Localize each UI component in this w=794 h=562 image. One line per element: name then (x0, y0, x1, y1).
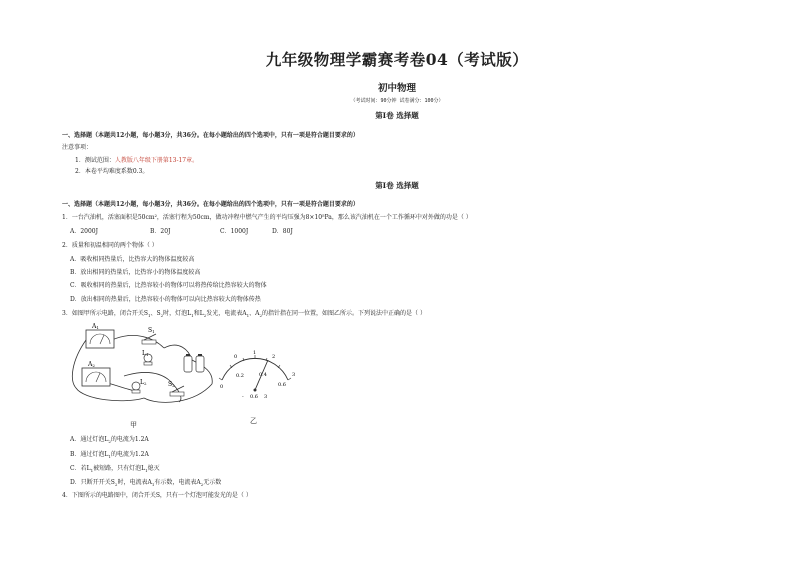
q3-stem-sub: 2 (259, 313, 263, 319)
q2-option-d: D．放出相同的热量后，比热容较小的物体可以向比热容较大的物体传热 (70, 296, 261, 303)
q3-stem (62, 308, 426, 318)
opt-sub: 1 (108, 454, 111, 460)
scale-bottom-3: 0.6 (278, 382, 286, 388)
q3-stem-sub: 1 (246, 313, 250, 319)
q3-stem-part: 的指针指在同一位置，如图乙所示。下列说法中正确的是（ ） (262, 310, 426, 317)
note-2: 2．本卷平均难度系数0.3。 (75, 168, 149, 175)
opt-text: 熄灭 (147, 465, 160, 472)
label-l1: L1 (142, 350, 149, 357)
subject-subtitle: 初中物理 (377, 83, 416, 94)
q3-stem-sub: 2 (203, 313, 207, 319)
scale-top-3: 3 (292, 372, 296, 378)
q2-option-a: A．吸收相同热量后，比热容大的物体温度较高 (70, 256, 195, 263)
q1-option-a: A．2000J (70, 228, 99, 235)
opt-text: 的电流为1.2A (110, 451, 149, 458)
opt-text: D．只断开开关S (70, 479, 115, 486)
ammeter-a1 (86, 330, 114, 348)
q3-stem-part: 、S (150, 310, 161, 317)
part1-header-repeat: 第Ⅰ卷 选择题 (375, 181, 419, 190)
opt-sub: 1 (90, 468, 94, 474)
lamp-l2 (132, 382, 140, 393)
label-s1: S1 (148, 327, 155, 334)
opt-sub: 2 (200, 482, 204, 488)
opt-sub: 1 (145, 468, 148, 474)
opt-text: 被短路，只有灯泡L (93, 465, 146, 472)
opt-text: B．通过灯泡L (70, 451, 109, 458)
note-1-range: 人教版八年级下册第13-17章。 (114, 157, 199, 164)
q2-option-b: B．放出相同的热量后，比热容小的物体温度较高 (70, 269, 201, 276)
terminal-3: 3 (264, 394, 268, 400)
section1-heading-repeat: 一、选择题（本题共12小题，每小题3分，共36分。在每小题给出的四个选项中，只有一项是符合题目要求的） (62, 201, 359, 208)
opt-text: 有示数，电流表A (154, 479, 201, 486)
q3-option-a (70, 434, 149, 444)
opt-text: 时，电流表A (117, 479, 152, 486)
section1-heading: 一、选择题（本题共12小题，每小题3分，共36分。在每小题给出的四个选项中，只有一项是符合题目要求的） (62, 132, 359, 139)
q1-option-b: B．20J (150, 228, 171, 235)
page-title: 九年级物理学霸赛考卷04（考试版） (265, 50, 529, 69)
q3-stem-part: 时，灯泡L (163, 310, 192, 317)
terminal-06: 0.6 (250, 394, 258, 400)
scale-top-1: 1 (253, 350, 257, 356)
note-1-prefix: 1．测试范围： (75, 157, 115, 164)
q4-stem: 4．下图所示的电路图中，闭合开关S，只有一个灯泡可能发光的是（ ） (62, 492, 252, 499)
figure-label-jia: 甲 (130, 421, 137, 429)
q1-stem: 1．一台汽油机，活塞面积是50cm²，活塞行程为50cm，做功冲程中燃气产生的平均压强为8×10⁵Pa，那么该汽油机在一个工作循环中对外做的功是（ ） (62, 214, 472, 221)
q3-option-c (70, 463, 160, 473)
label-a2: A2 (88, 361, 95, 368)
q3-stem-part: 、A (249, 310, 260, 317)
note-1 (75, 155, 198, 164)
circuit-diagram (64, 320, 224, 412)
opt-text: 的电流为1.2A (110, 436, 149, 443)
q3-option-b (70, 449, 149, 459)
q3-stem-sub: 1 (191, 313, 194, 319)
scale-top-0: 0 (234, 354, 238, 360)
ammeter-a2 (82, 368, 110, 386)
figure-label-yi: 乙 (250, 417, 257, 425)
scale-bottom-1: 0.2 (236, 373, 244, 379)
label-a1: A1 (92, 323, 99, 330)
q1-option-c: C．1000J (220, 228, 249, 235)
part1-header: 第Ⅰ卷 选择题 (375, 111, 419, 120)
q3-stem-sub: 2 (160, 313, 164, 319)
ammeter-dial (210, 350, 300, 400)
switch-s1 (142, 334, 156, 344)
exam-meta: （考试时间：90分钟 试卷满分：100分） (350, 98, 444, 104)
opt-sub: 2 (108, 439, 111, 445)
opt-text: A．通过灯泡L (70, 436, 109, 443)
q1-option-d: D．80J (272, 228, 293, 235)
scale-bottom-0: 0 (220, 384, 224, 390)
q3-stem-part: 和L (193, 310, 204, 317)
terminal-neg: - (242, 394, 244, 400)
opt-sub: 2 (114, 482, 118, 488)
opt-text: 无示数 (203, 479, 222, 486)
label-s2: S2 (168, 381, 175, 388)
scale-top-2: 2 (272, 354, 276, 360)
q3-stem-sub: 1 (147, 313, 151, 319)
opt-text: C．若L (70, 465, 91, 472)
q3-stem-part: 3．如图甲所示电路，闭合开关S (62, 310, 148, 317)
q2-option-c: C．吸收相同的热量后，比热容较小的物体可以将热传给比热容较大的物体 (70, 282, 267, 289)
label-l2: L2 (140, 379, 147, 386)
notes-title: 注意事项： (62, 144, 93, 151)
battery-icon (184, 354, 204, 372)
scale-bottom-2: 0.4 (259, 372, 267, 378)
q2-stem: 2．质量和初温相同的两个物体（ ） (62, 242, 158, 249)
q3-option-d (70, 477, 221, 487)
opt-sub: 1 (151, 482, 155, 488)
q3-stem-part: 发光，电流表A (206, 310, 247, 317)
